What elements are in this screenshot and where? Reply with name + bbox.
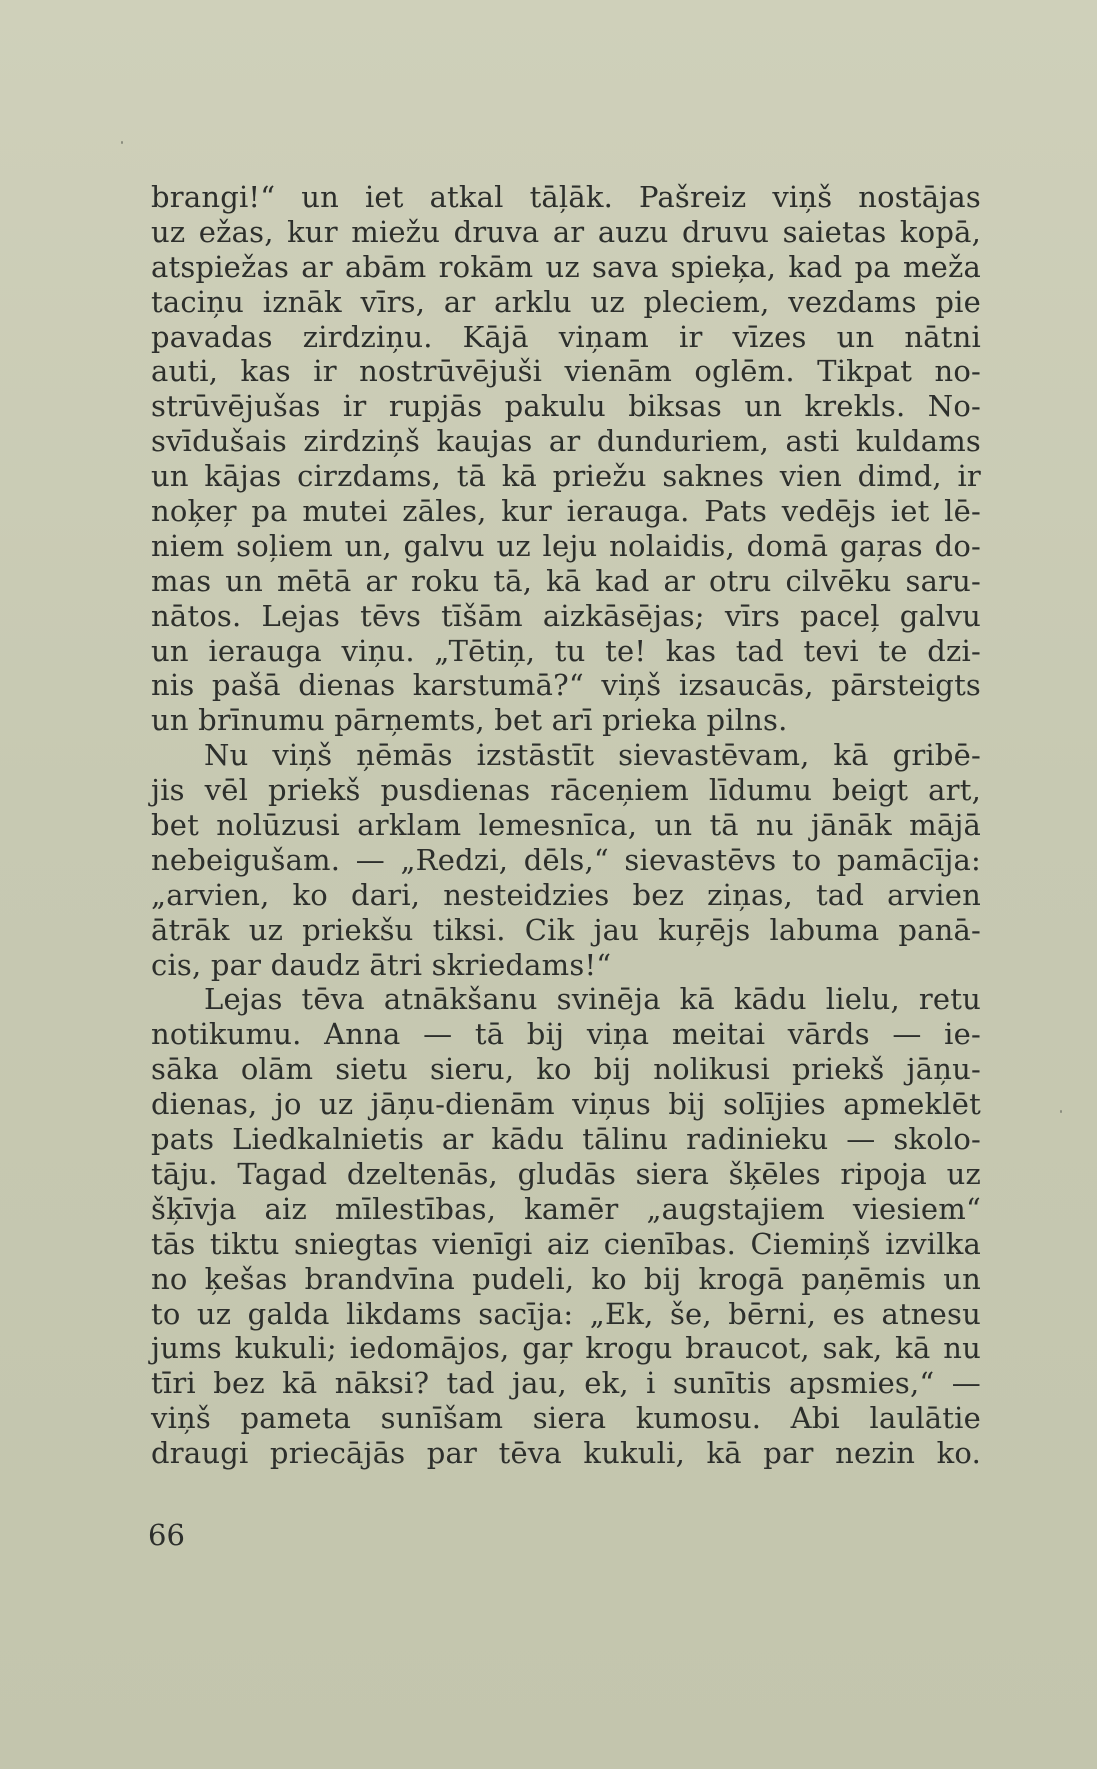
- text-line: bet nolūzusi arklam lemesnīca, un tā nu jānāk mājā: [151, 808, 981, 843]
- text-line: noķeŗ pa mutei zāles, kur ierauga. Pats vedējs iet lē-: [151, 494, 981, 529]
- text-line: atspiežas ar abām rokām uz sava spieķa, kad pa meža: [151, 249, 981, 284]
- text-line: strūvējušas ir rupjās pakulu biksas un krekls. No-: [151, 389, 981, 424]
- text-line: niem soļiem un, galvu uz leju nolaidis, domā gaŗas do-: [151, 528, 981, 563]
- text-line: nebeigušam. — „Redzi, dēls,“ sievastēvs to pamācīja:: [151, 842, 981, 877]
- text-line: taciņu iznāk vīrs, ar arklu uz pleciem, vezdams pie: [151, 284, 981, 319]
- text-line: auti, kas ir nostrūvējuši vienām oglēm. Tikpat no-: [151, 354, 981, 389]
- text-line: svīdušais zirdziņš kaujas ar dunduriem, asti kuldams: [151, 424, 981, 459]
- text-line: tīri bez kā nāksi? tad jau, ek, i sunītis apsmies,“ —: [151, 1366, 981, 1401]
- text-line: uz ežas, kur miežu druva ar auzu druvu saietas kopā,: [151, 214, 981, 249]
- text-line: draugi priecājās par tēva kukuli, kā par nezin ko.: [151, 1436, 981, 1471]
- text-line: nis pašā dienas karstumā?“ viņš izsaucās, pārsteigts: [151, 668, 981, 703]
- text-line: ātrāk uz priekšu tiksi. Cik jau kuŗējs labuma panā-: [151, 912, 981, 947]
- text-line: nātos. Lejas tēvs tīšām aizkāsējas; vīrs paceļ galvu: [151, 598, 981, 633]
- text-line: šķīvja aiz mīlestības, kamēr „augstajiem viesiem“: [151, 1191, 981, 1226]
- text-line: no ķešas brandvīna pudeli, ko bij krogā paņēmis un: [151, 1261, 981, 1296]
- text-line: dienas, jo uz jāņu-dienām viņus bij solījies apmeklēt: [151, 1087, 981, 1122]
- body-text: [151, 180, 981, 1471]
- text-line: brangi!“ un iet atkal tāļāk. Pašreiz viņš nostājas: [151, 180, 981, 214]
- page-number: 66: [148, 1518, 185, 1552]
- text-line: jis vēl priekš pusdienas rāceņiem līdumu beigt art,: [151, 773, 981, 808]
- text-line: jums kukuli; iedomājos, gaŗ krogu braucot, sak, kā nu: [151, 1331, 981, 1366]
- text-line: pavadas zirdziņu. Kājā viņam ir vīzes un nātni: [151, 319, 981, 354]
- text-line: notikumu. Anna — tā bij viņa meitai vārds — ie-: [151, 1017, 981, 1052]
- text-line: un ierauga viņu. „Tētiņ, tu te! kas tad tevi te dzi-: [151, 633, 981, 668]
- text-line-paragraph-end: cis, par daudz ātri skriedams!“: [151, 947, 612, 982]
- paper-speck: [121, 141, 123, 144]
- text-line: pats Liedkalnietis ar kādu tālinu radinieku — skolo-: [151, 1122, 981, 1157]
- text-line: tāju. Tagad dzeltenās, gludās siera šķēles ripoja uz: [151, 1156, 981, 1191]
- text-line: mas un mētā ar roku tā, kā kad ar otru cilvēku saru-: [151, 563, 981, 598]
- text-line: un kājas cirzdams, tā kā priežu saknes vien dimd, ir: [151, 459, 981, 494]
- text-line: viņš pameta sunīšam siera kumosu. Abi laulātie: [151, 1401, 981, 1436]
- paper-speck: [1060, 1110, 1062, 1113]
- text-line: to uz galda likdams sacīja: „Ek, še, bērni, es atnesu: [151, 1296, 981, 1331]
- text-line-paragraph-start: Lejas tēva atnākšanu svinēja kā kādu lielu, retu: [204, 982, 981, 1017]
- text-line-paragraph-end: un brīnumu pārņemts, bet arī prieka pilns.: [151, 703, 788, 738]
- text-line: „arvien, ko dari, nesteidzies bez ziņas, tad arvien: [151, 877, 981, 912]
- text-line: sāka olām sietu sieru, ko bij nolikusi priekš jāņu-: [151, 1052, 981, 1087]
- text-line: tās tiktu sniegtas vienīgi aiz cienības. Ciemiņš izvilka: [151, 1226, 981, 1261]
- text-line-paragraph-start: Nu viņš ņēmās izstāstīt sievastēvam, kā gribē-: [204, 738, 981, 773]
